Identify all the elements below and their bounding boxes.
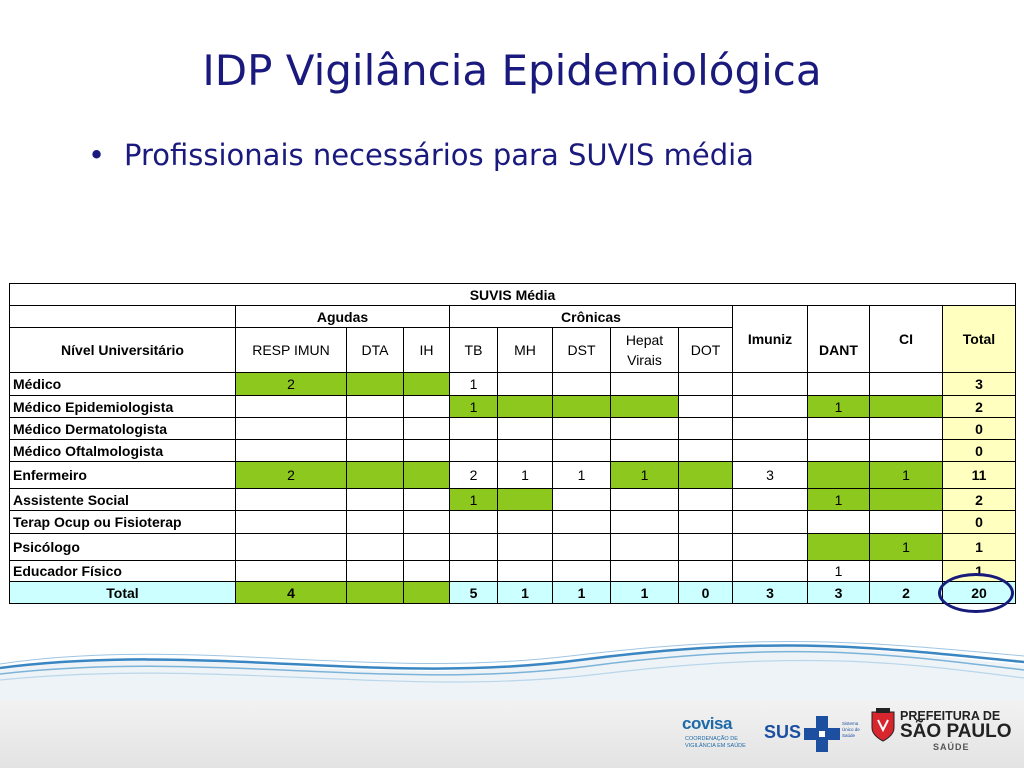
covisa-logo	[682, 712, 752, 756]
cell-dant: 1	[808, 396, 870, 418]
cell-tb	[450, 418, 498, 440]
sus-cross-icon	[804, 716, 840, 752]
cell-dant	[808, 418, 870, 440]
cell-ci	[870, 511, 943, 534]
prefeitura-line2: SÃO PAULO	[900, 721, 1012, 742]
cell-hepat	[611, 418, 679, 440]
cell-dant	[808, 462, 870, 489]
cell-total: 0	[943, 418, 1016, 440]
cell-dta	[347, 373, 404, 396]
cell-hepat	[611, 440, 679, 462]
total-ih	[404, 582, 450, 604]
table-row	[10, 418, 1016, 440]
cell-hepat	[611, 373, 679, 396]
col-dot: DOT	[679, 328, 733, 373]
cell-ih	[404, 511, 450, 534]
cell-dta	[347, 418, 404, 440]
cell-tb: 1	[450, 373, 498, 396]
cell-ci	[870, 373, 943, 396]
cell-mh	[498, 418, 553, 440]
cell-dst	[553, 418, 611, 440]
col-total: Total	[943, 306, 1016, 373]
cell-total: 2	[943, 396, 1016, 418]
cell-total: 0	[943, 440, 1016, 462]
cell-tb	[450, 534, 498, 561]
col-nivel-universitario: Nível Universitário	[10, 328, 236, 373]
col-ih: IH	[404, 328, 450, 373]
total-dot: 0	[679, 582, 733, 604]
cell-total: 1	[943, 534, 1016, 561]
row-label: Educador Físico	[10, 561, 236, 582]
cell-ci	[870, 440, 943, 462]
cell-imuniz	[733, 511, 808, 534]
cell-dta	[347, 462, 404, 489]
sus-logo	[762, 712, 862, 756]
cell-resp-imun	[236, 440, 347, 462]
col-dta: DTA	[347, 328, 404, 373]
cell-hepat	[611, 534, 679, 561]
col-dant: DANT	[808, 306, 870, 373]
cell-dta	[347, 534, 404, 561]
group-agudas: Agudas	[236, 306, 450, 328]
cell-dta	[347, 396, 404, 418]
group-cronicas: Crônicas	[450, 306, 733, 328]
cell-mh	[498, 373, 553, 396]
total-imuniz: 3	[733, 582, 808, 604]
cell-imuniz	[733, 561, 808, 582]
prefeitura-logo	[870, 706, 1020, 762]
cell-ci: 1	[870, 534, 943, 561]
cell-dant	[808, 440, 870, 462]
cell-mh	[498, 440, 553, 462]
cell-dot	[679, 373, 733, 396]
grand-total-highlight-circle	[938, 573, 1014, 613]
cell-mh	[498, 489, 553, 511]
cell-imuniz	[733, 396, 808, 418]
cell-resp-imun: 2	[236, 462, 347, 489]
cell-dot	[679, 418, 733, 440]
cell-ci: 1	[870, 462, 943, 489]
total-dta	[347, 582, 404, 604]
cell-total: 0	[943, 511, 1016, 534]
bullet-text: Profissionais necessários para SUVIS média	[124, 138, 754, 172]
col-dst: DST	[553, 328, 611, 373]
col-hepat-line1: Hepat	[625, 332, 664, 348]
table-row	[10, 440, 1016, 462]
cell-ih	[404, 440, 450, 462]
cell-ci	[870, 489, 943, 511]
cell-ih	[404, 396, 450, 418]
cell-dant	[808, 511, 870, 534]
table-row	[10, 373, 1016, 396]
cell-mh	[498, 534, 553, 561]
cell-ih	[404, 418, 450, 440]
covisa-name: covisa	[682, 714, 732, 733]
cell-hepat	[611, 511, 679, 534]
table-row	[10, 462, 1016, 489]
cell-tb: 2	[450, 462, 498, 489]
cell-imuniz	[733, 534, 808, 561]
cell-mh: 1	[498, 462, 553, 489]
table-row	[10, 396, 1016, 418]
cell-resp-imun	[236, 561, 347, 582]
cell-imuniz	[733, 489, 808, 511]
total-dant: 3	[808, 582, 870, 604]
table-row	[10, 489, 1016, 511]
cell-dot	[679, 396, 733, 418]
row-label: Médico Epidemiologista	[10, 396, 236, 418]
grand-total: 20	[943, 582, 1016, 604]
cell-imuniz	[733, 373, 808, 396]
slide-title: IDP Vigilância Epidemiológica	[202, 46, 822, 95]
cell-dot	[679, 462, 733, 489]
cell-mh	[498, 511, 553, 534]
cell-dst: 1	[553, 462, 611, 489]
cell-dta	[347, 511, 404, 534]
col-hepat-virais	[611, 328, 679, 373]
cell-resp-imun	[236, 396, 347, 418]
row-label: Médico Dermatologista	[10, 418, 236, 440]
col-mh: MH	[498, 328, 553, 373]
cell-dant	[808, 534, 870, 561]
cell-dot	[679, 440, 733, 462]
cell-dant: 1	[808, 561, 870, 582]
row-label: Psicólogo	[10, 534, 236, 561]
cell-tb	[450, 561, 498, 582]
cell-hepat: 1	[611, 462, 679, 489]
total-mh: 1	[498, 582, 553, 604]
totals-row	[10, 582, 1016, 604]
sus-name: SUS	[764, 722, 802, 742]
total-hepat: 1	[611, 582, 679, 604]
bullet-dot: •	[88, 138, 106, 172]
cell-resp-imun	[236, 534, 347, 561]
table-title: SUVIS Média	[10, 284, 1016, 306]
cell-mh	[498, 561, 553, 582]
col-imuniz: Imuniz	[733, 306, 808, 373]
cell-imuniz: 3	[733, 462, 808, 489]
cell-tb	[450, 440, 498, 462]
decorative-waves	[0, 620, 1024, 710]
cell-dst	[553, 440, 611, 462]
cell-ci	[870, 418, 943, 440]
cell-tb: 1	[450, 396, 498, 418]
cell-imuniz	[733, 418, 808, 440]
cell-dst	[553, 561, 611, 582]
cell-total: 1	[943, 561, 1016, 582]
cell-ci	[870, 396, 943, 418]
suvis-table	[9, 283, 1016, 604]
total-ci: 2	[870, 582, 943, 604]
cell-hepat	[611, 396, 679, 418]
cell-resp-imun	[236, 418, 347, 440]
cell-total: 2	[943, 489, 1016, 511]
cell-ih	[404, 489, 450, 511]
prefeitura-line1: PREFEITURA DE	[900, 709, 1001, 723]
totals-label: Total	[10, 582, 236, 604]
cell-dot	[679, 511, 733, 534]
cell-ih	[404, 462, 450, 489]
table-row	[10, 561, 1016, 582]
cell-dst	[553, 534, 611, 561]
blank-cell	[10, 306, 236, 328]
sao-paulo-crest-icon	[870, 708, 896, 742]
cell-dant: 1	[808, 489, 870, 511]
cell-mh	[498, 396, 553, 418]
cell-dot	[679, 534, 733, 561]
total-dst: 1	[553, 582, 611, 604]
col-tb: TB	[450, 328, 498, 373]
row-label: Médico Oftalmologista	[10, 440, 236, 462]
table-row	[10, 534, 1016, 561]
cell-total: 11	[943, 462, 1016, 489]
cell-dta	[347, 561, 404, 582]
cell-imuniz	[733, 440, 808, 462]
cell-hepat	[611, 561, 679, 582]
cell-dot	[679, 489, 733, 511]
cell-dant	[808, 373, 870, 396]
col-resp-imun: RESP IMUN	[236, 328, 347, 373]
cell-resp-imun	[236, 511, 347, 534]
cell-ih	[404, 561, 450, 582]
prefeitura-line3: SAÚDE	[933, 742, 970, 752]
cell-dst	[553, 489, 611, 511]
cell-hepat	[611, 489, 679, 511]
cell-ci	[870, 561, 943, 582]
cell-dst	[553, 373, 611, 396]
cell-dst	[553, 396, 611, 418]
table-row	[10, 511, 1016, 534]
bullet-item	[88, 138, 754, 172]
cell-dta	[347, 440, 404, 462]
cell-resp-imun	[236, 489, 347, 511]
cell-ih	[404, 534, 450, 561]
col-ci: CI	[870, 306, 943, 373]
cell-dst	[553, 511, 611, 534]
row-label: Assistente Social	[10, 489, 236, 511]
total-tb: 5	[450, 582, 498, 604]
col-hepat-line2: Virais	[627, 352, 662, 368]
total-resp-imun: 4	[236, 582, 347, 604]
row-label: Terap Ocup ou Fisioterap	[10, 511, 236, 534]
row-label: Enfermeiro	[10, 462, 236, 489]
cell-tb	[450, 511, 498, 534]
sus-subtitle: Sistema Único de Saúde	[842, 721, 860, 738]
cell-tb: 1	[450, 489, 498, 511]
cell-resp-imun: 2	[236, 373, 347, 396]
cell-total: 3	[943, 373, 1016, 396]
covisa-subtitle: COORDENAÇÃO DE VIGILÂNCIA EM SAÚDE	[685, 736, 746, 749]
cell-dta	[347, 489, 404, 511]
row-label: Médico	[10, 373, 236, 396]
cell-dot	[679, 561, 733, 582]
cell-ih	[404, 373, 450, 396]
